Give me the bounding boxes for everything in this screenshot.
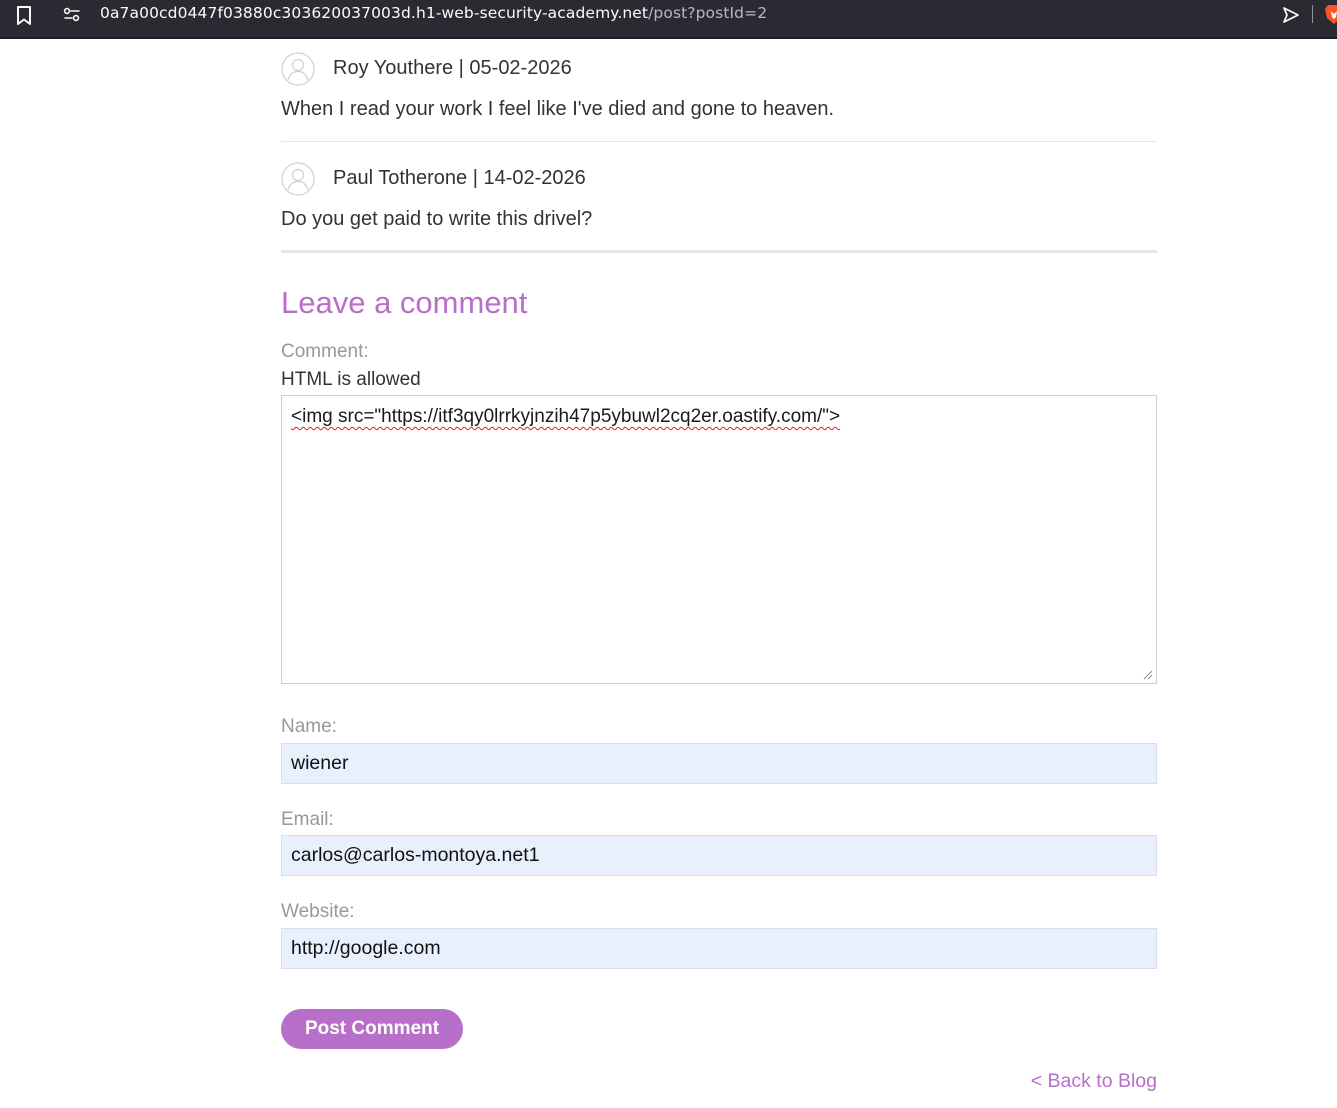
- browser-toolbar: [0, 0, 1337, 39]
- html-allowed-note: HTML is allowed: [281, 369, 421, 390]
- section-divider: [281, 250, 1157, 253]
- comment-textarea-value: <img src="https://itf3qy0lrrkyjnzih47p5ybuwl2cq2er.oastify.com/">: [291, 406, 841, 427]
- brave-icon[interactable]: [1324, 2, 1337, 26]
- toolbar-border: [0, 37, 1337, 39]
- site-settings-icon[interactable]: [62, 5, 82, 25]
- email-input-value: carlos@carlos-montoya.net1: [291, 844, 540, 866]
- comment-text: When I read your work I feel like I've died and gone to heaven.: [281, 98, 835, 120]
- email-label: Email:: [281, 809, 334, 830]
- comment-author-date: Paul Totherone | 14-02-2026: [333, 167, 586, 189]
- send-icon[interactable]: [1281, 5, 1301, 25]
- url-path: /post?postId=2: [648, 4, 768, 22]
- avatar-icon: [281, 52, 315, 86]
- name-input[interactable]: [281, 743, 1157, 784]
- name-input-value: wiener: [291, 752, 349, 774]
- email-input[interactable]: [281, 835, 1157, 876]
- website-input-value: http://google.com: [291, 937, 441, 959]
- comment-label: Comment:: [281, 341, 369, 362]
- comment-textarea[interactable]: [281, 395, 1157, 684]
- address-bar-url[interactable]: [100, 4, 767, 22]
- leave-comment-heading: Leave a comment: [281, 285, 528, 320]
- comment-author-date: Roy Youthere | 05-02-2026: [333, 57, 572, 79]
- avatar-icon: [281, 162, 315, 196]
- name-label: Name:: [281, 716, 337, 737]
- bookmark-icon[interactable]: [15, 5, 33, 27]
- toolbar-divider: [1312, 5, 1313, 23]
- post-comment-button[interactable]: Post Comment: [281, 1009, 463, 1049]
- back-to-blog-link[interactable]: < Back to Blog: [1030, 1070, 1157, 1092]
- resize-grip-icon[interactable]: [1143, 670, 1153, 680]
- url-host: 0a7a00cd0447f03880c303620037003d.h1-web-security-academy.net: [100, 4, 649, 22]
- website-label: Website:: [281, 901, 355, 922]
- website-input[interactable]: [281, 928, 1157, 969]
- comment-text: Do you get paid to write this drivel?: [281, 208, 593, 230]
- comment-divider: [281, 141, 1157, 142]
